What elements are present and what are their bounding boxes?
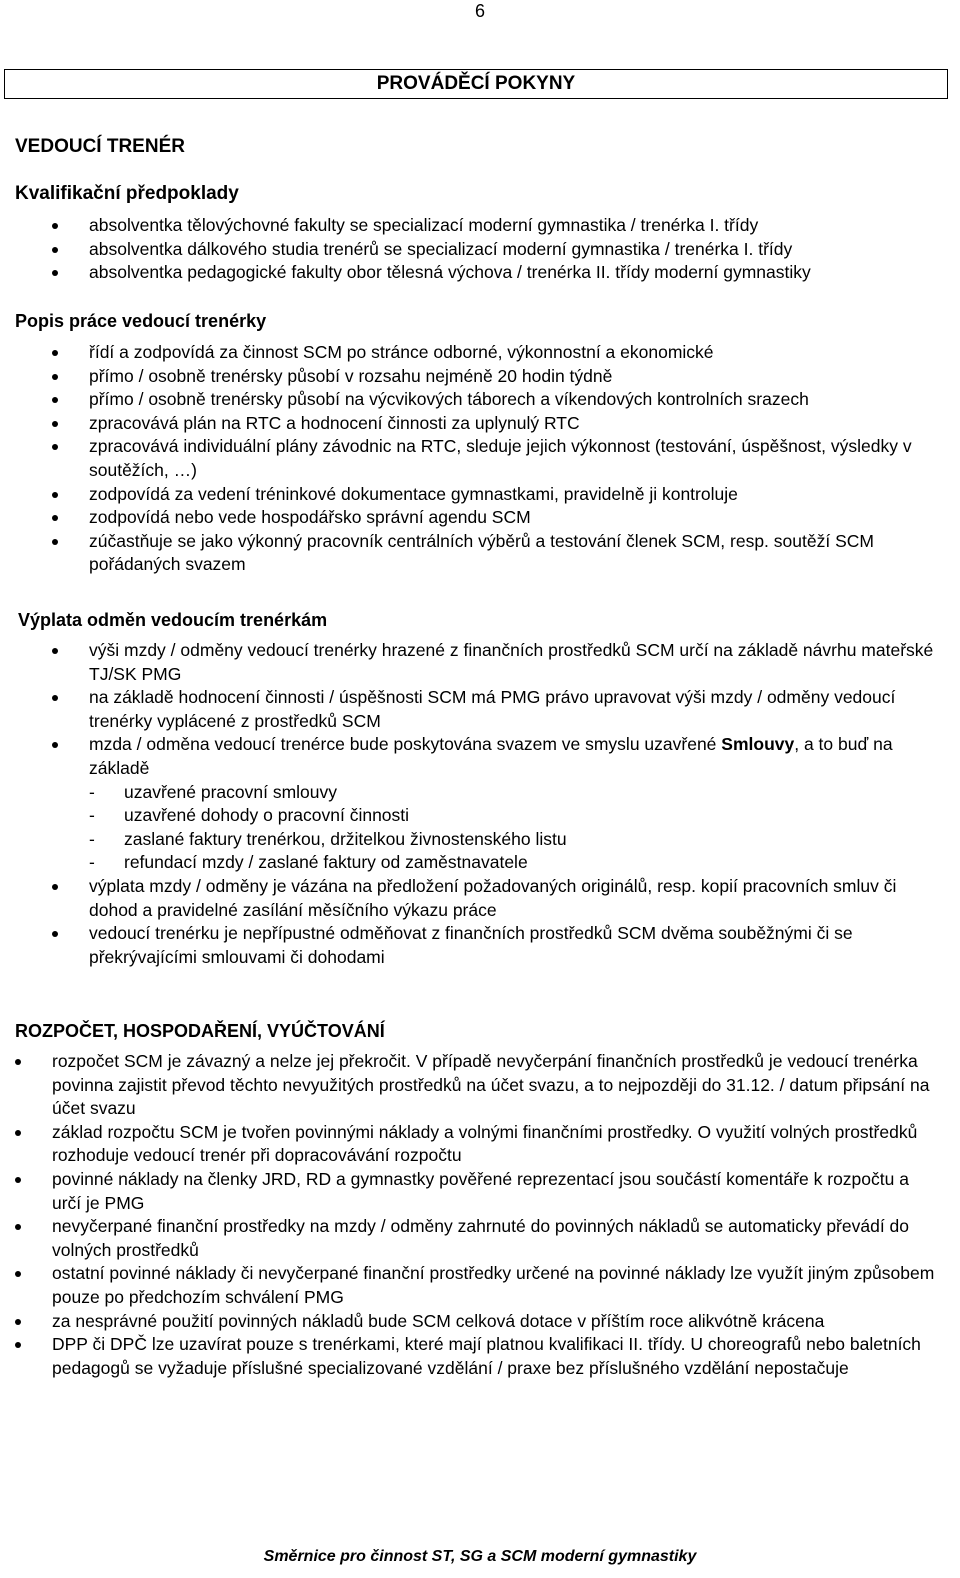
list-item-text: zodpovídá nebo vede hospodářsko správní agendu SCM: [89, 507, 531, 528]
list-item-text: , a to buď na základě: [89, 734, 893, 778]
heading-qualification: Kvalifikační předpoklady: [15, 183, 239, 204]
list-item-text: zpracovává individuální plány závodnic na RTC, sleduje jejich výkonnost (testování, úspěšnost, výsledky v soutěžích, …): [89, 436, 912, 480]
list-item: [0, 435, 935, 482]
list-item-text: DPP či DPČ lze uzavírat pouze s trenérkami, které mají platnou kvalifikaci II. třídy. U choreografů nebo baletních pedagogů se vyžaduje příslušné specializované vzdělání / praxe bez příslušného vzdělání nepostačuje: [52, 1334, 921, 1378]
list-item-text: základ rozpočtu SCM je tvořen povinnými náklady a volnými finančními prostředky. O využití volných prostředků rozhoduje vedoucí trenér při dopracovávání rozpočtu: [52, 1121, 918, 1166]
list-item-text: zúčastňuje se jako výkonný pracovník centrálních výběrů a testování členek SCM, resp. soutěží SCM pořádaných svazem: [89, 530, 874, 575]
list-item: [0, 1262, 940, 1309]
footer: Směrnice pro činnost ST, SG a SCM moderní gymnastiky: [263, 1548, 697, 1565]
list-item: [0, 214, 940, 238]
sub-list-item-text: refundací mzdy / zaslané faktury od zaměstnavatele: [124, 852, 528, 873]
dash-icon: -: [89, 828, 95, 849]
bullet-icon: [15, 1271, 21, 1277]
job-list: [0, 341, 935, 577]
contract-term: Smlouvy: [721, 734, 795, 755]
list-item: [0, 341, 935, 365]
bullet-icon: [52, 515, 58, 521]
list-item-text: povinné náklady na členky JRD, RD a gymnastky pověřené reprezentací jsou součástí komentáře k rozpočtu a určí je PMG: [52, 1168, 909, 1213]
list-item-text: zpracovává plán na RTC a hodnocení činnosti za uplynulý RTC: [89, 412, 580, 433]
list-item: [0, 261, 940, 285]
page-title: PROVÁDĚCÍ POKYNY: [376, 73, 576, 94]
list-item: [0, 1333, 940, 1380]
list-item: [0, 1050, 940, 1121]
bullet-icon: [52, 648, 58, 654]
list-item-text: nevyčerpané finanční prostředky na mzdy / odměny zahrnuté do povinných nákladů se automaticky převádí do volných prostředků: [52, 1216, 910, 1260]
bullet-icon: [15, 1177, 21, 1183]
bullet-icon: [52, 539, 58, 545]
bullet-icon: [15, 1224, 21, 1230]
page-number: 6: [474, 1, 485, 21]
bullet-icon: [15, 1342, 21, 1348]
heading-pay: Výplata odměn vedoucím trenérkám: [18, 610, 328, 630]
sub-list-item: [89, 851, 940, 875]
list-item: [0, 238, 940, 262]
sub-list-item-text: zaslané faktury trenérkou, držitelkou živnostenského listu: [124, 828, 567, 849]
list-item: [0, 388, 935, 412]
pay-list: [0, 639, 940, 969]
list-item-text: ostatní povinné náklady či nevyčerpané finanční prostředky určené na povinné náklady lze využít jiným způsobem pouze po předchozím schválení PMG: [52, 1263, 935, 1307]
bullet-icon: [15, 1130, 21, 1136]
bullet-icon: [15, 1319, 21, 1325]
list-item: [0, 483, 935, 507]
sub-list-item: [89, 781, 940, 805]
bullet-icon: [52, 223, 58, 229]
qualification-list: [0, 214, 940, 285]
list-item-text: přímo / osobně trenérsky působí v rozsahu nejméně 20 hodin týdně: [89, 365, 613, 386]
bullet-icon: [52, 884, 58, 890]
sub-list-item-text: uzavřené pracovní smlouvy: [124, 781, 338, 802]
list-item: [0, 1310, 940, 1334]
list-item-text: vedoucí trenérku je nepřípustné odměňovat z finančních prostředků SCM dvěma souběžnými či se překrývajícími smlouvami či dohodami: [89, 923, 853, 967]
list-item-text: absolventka tělovýchovné fakulty se specializací moderní gymnastika / trenérka I. třídy: [89, 215, 759, 235]
list-item: [0, 530, 935, 577]
heading-budget: ROZPOČET, HOSPODAŘENÍ, VYÚČTOVÁNÍ: [15, 1021, 385, 1041]
list-item: [0, 1215, 940, 1262]
list-item-text: řídí a zodpovídá za činnost SCM po stránce odborné, výkonnostní a ekonomické: [89, 342, 714, 362]
sub-list-item: [89, 804, 940, 828]
list-item-text: zodpovídá za vedení tréninkové dokumentace gymnastkami, pravidelně ji kontroluje: [89, 483, 738, 504]
list-item-text: na základě hodnocení činnosti / úspěšnosti SCM má PMG právo upravovat výši mzdy / odměny vedoucí trenérky vyplácené z prostředků SCM: [89, 687, 896, 731]
bullet-icon: [52, 695, 58, 701]
bullet-icon: [52, 421, 58, 427]
list-item: [0, 365, 935, 389]
bullet-icon: [52, 397, 58, 403]
dash-icon: -: [89, 805, 95, 826]
list-item: [0, 1121, 940, 1168]
bullet-icon: [52, 270, 58, 276]
bullet-icon: [15, 1059, 21, 1065]
dash-icon: -: [89, 852, 95, 873]
heading-role: VEDOUCÍ TRENÉR: [15, 136, 185, 157]
list-item-text: výši mzdy / odměny vedoucí trenérky hrazené z finančních prostředků SCM určí na základě návrhu mateřské TJ/SK PMG: [89, 640, 934, 684]
list-item-text: absolventka pedagogické fakulty obor tělesná výchova / trenérka II. třídy moderní gymnastiky: [89, 262, 811, 283]
bullet-icon: [52, 374, 58, 380]
bullet-icon: [52, 247, 58, 253]
list-item-text: za nesprávné použití povinných nákladů bude SCM celková dotace v příštím roce alikvótně krácena: [52, 1310, 825, 1331]
budget-list: [0, 1050, 940, 1380]
list-item-text: přímo / osobně trenérsky působí na výcvikových táborech a víkendových kontrolních srazech: [89, 389, 809, 410]
dash-icon: -: [89, 781, 95, 802]
sub-list-item-text: uzavřené dohody o pracovní činnosti: [124, 805, 410, 826]
bullet-icon: [52, 931, 58, 937]
list-item: [0, 506, 935, 530]
list-item: [0, 686, 940, 733]
bullet-icon: [52, 742, 58, 748]
list-item-text: rozpočet SCM je závazný a nelze jej překročit. V případě nevyčerpání finančních prostředků je vedoucí trenérka povinna zajistit převod těchto nevyužitých prostředků na účet svazu, a to nejpozději do 31.12. / datum připsání na účet svazu: [52, 1051, 930, 1119]
bullet-icon: [52, 492, 58, 498]
list-item: [0, 1168, 940, 1215]
list-item-text: mzda / odměna vedoucí trenérce bude poskytována svazem ve smyslu uzavřené: [89, 734, 722, 755]
bullet-icon: [52, 350, 58, 356]
title-box: [4, 69, 948, 99]
list-item: [0, 639, 940, 686]
sub-list-item: [89, 828, 940, 852]
bullet-icon: [52, 444, 58, 450]
sub-list: [89, 781, 940, 875]
heading-job: Popis práce vedoucí trenérky: [15, 311, 267, 331]
list-item: [0, 875, 940, 922]
list-item: [0, 922, 940, 969]
list-item-text: výplata mzdy / odměny je vázána na předložení požadovaných originálů, resp. kopií pracovních smluv či dohod a pravidelné zasílání měsíčního výkazu práce: [89, 875, 897, 920]
list-item-text: absolventka dálkového studia trenérů se specializací moderní gymnastika / trenérka I. třídy: [89, 238, 793, 259]
list-item: [0, 412, 935, 436]
list-item: [0, 733, 940, 875]
